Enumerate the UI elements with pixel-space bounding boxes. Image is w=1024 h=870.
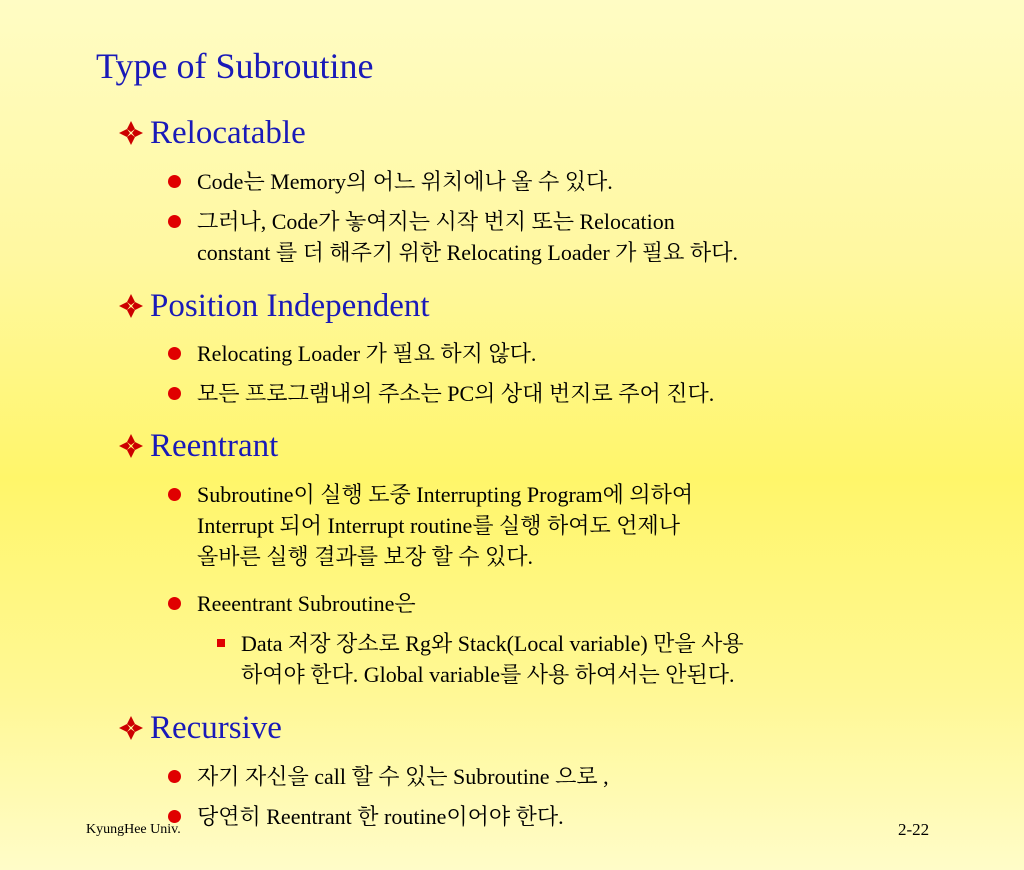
- diamond-bullet-icon: [118, 433, 144, 459]
- sub-bullet-text: Data 저장 장소로 Rg와 Stack(Local variable) 만을 사용 하여야 한다. Global variable를 사용 하여서는 안된다.: [241, 631, 744, 687]
- list-item-sub: [217, 628, 744, 690]
- heading-recursive: [118, 708, 282, 748]
- heading-text: Relocatable: [150, 115, 306, 151]
- bullet-dot-icon: [168, 597, 181, 610]
- list-item: [168, 801, 564, 832]
- diamond-bullet-icon: [118, 293, 144, 319]
- bullet-dot-icon: [168, 215, 181, 228]
- square-bullet-icon: [217, 639, 225, 647]
- bullet-text: 모든 프로그램내의 주소는 PC의 상대 번지로 주어 진다.: [197, 381, 715, 406]
- heading-text: Position Independent: [150, 288, 430, 324]
- bullet-text: Subroutine이 실행 도중 Interrupting Program에 의하여 Interrupt 되어 Interrupt routine를 실행 하여도 언제나 올바른 실행 결과를 보장 할 수 있다.: [197, 482, 694, 569]
- footer-institution: KyungHee Univ.: [86, 822, 181, 837]
- list-item: [168, 338, 536, 369]
- heading-text: Reentrant: [150, 428, 279, 464]
- bullet-text: Relocating Loader 가 필요 하지 않다.: [197, 341, 537, 366]
- list-item: [168, 479, 693, 572]
- list-item: [168, 378, 714, 409]
- bullet-text: Code는 Memory의 어느 위치에나 올 수 있다.: [197, 169, 613, 194]
- list-item: [168, 588, 416, 619]
- list-item: [168, 166, 613, 197]
- bullet-text: 자기 자신을 call 할 수 있는 Subroutine 으로 ,: [197, 764, 609, 789]
- bullet-dot-icon: [168, 488, 181, 501]
- heading-reentrant: [118, 426, 278, 466]
- bullet-dot-icon: [168, 770, 181, 783]
- list-item: [168, 761, 609, 792]
- bullet-dot-icon: [168, 387, 181, 400]
- bullet-dot-icon: [168, 347, 181, 360]
- diamond-bullet-icon: [118, 715, 144, 741]
- page-title: Type of Subroutine: [96, 46, 374, 86]
- diamond-bullet-icon: [118, 120, 144, 146]
- bullet-text: 그러나, Code가 놓여지는 시작 번지 또는 Relocation constant 를 더 해주기 위한 Relocating Loader 가 필요 하다.: [197, 209, 738, 265]
- bullet-text: 당연히 Reentrant 한 routine이어야 한다.: [197, 804, 564, 829]
- heading-position-independent: [118, 286, 430, 326]
- slide-number: 2-22: [898, 820, 930, 839]
- heading-text: Recursive: [150, 710, 282, 746]
- heading-relocatable: [118, 113, 306, 153]
- bullet-dot-icon: [168, 175, 181, 188]
- list-item: [168, 206, 738, 268]
- bullet-text: Reeentrant Subroutine은: [197, 591, 416, 616]
